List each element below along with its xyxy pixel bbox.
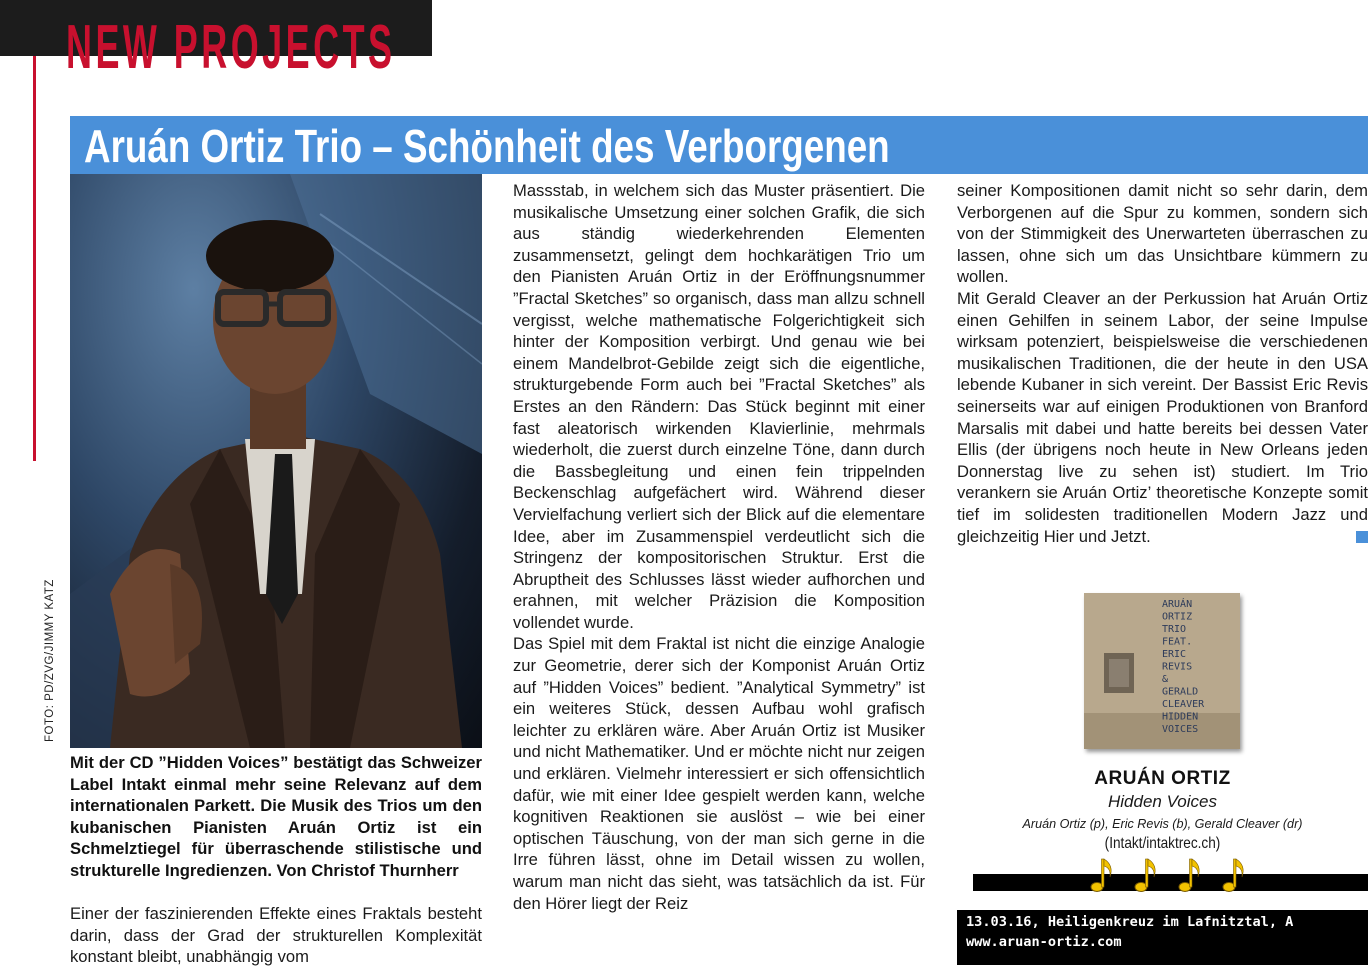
album-cover-text-line: ARUÁN: [1162, 599, 1193, 610]
album-cover-text-line: ERIC: [1162, 649, 1187, 660]
body-paragraph: [957, 288, 1368, 547]
photo-credit: FOTO: PD/ZVG/JIMMY KATZ: [44, 579, 56, 742]
article-headline: Aruán Ortiz Trio – Schönheit des Verborgenen: [84, 120, 890, 172]
section-label: NEW PROJECTS: [66, 13, 396, 82]
body-paragraph: seiner Kompositionen damit nicht so sehr darin, dem Verborgenen auf die Spur zu kommen, sondern sich von der Stimmigkeit des Unerwarteten überraschen zu lassen, ohne sich um das Unsichtbare kümmern zu wollen.: [957, 181, 1368, 287]
rating-notes: [1090, 855, 1248, 895]
album-title: Hidden Voices: [1108, 792, 1217, 811]
rating-note-icon: [1090, 855, 1116, 895]
event-website: www.aruan-ortiz.com: [966, 934, 1122, 950]
album-cover-art: [1084, 593, 1240, 749]
album-cover-text-line: VOICES: [1162, 724, 1199, 735]
body-paragraph: Massstab, in welchem sich das Muster präsentiert. Die musikalische Umsetzung einer solchen Grafik, die sich aus ständig wiederkehrenden Elementen zusammensetzt, gelingt dem hochkarätigen Trio um den Pianisten Aruán Ortiz in der Eröffnungsnummer ”Fractal Sketches” so organisch, dass man allzu schnell vergisst, welche mathematische Folgerichtigkeit sich hinter der Komposition verbirgt. Und genau wie bei einem Mandelbrot-Gebilde zeigt sich die eigentliche, strukturgebende Form auch bei ”Fractal Sketches” als Erstes an den Rändern: Das Stück beginnt mit einer fast aleatorisch wirkenden Klavierlinie, mehrmals wiederholt, die zuerst durch einzelne Töne, dann durch die Bassbegleitung und einen fein trippelnden Beckenschlag aufgefächert wird. Während dieser Vervielfachung verliert sich der Blick auf die elementare Idee, aber im Zusammenspiel verdeutlicht sich die Stringenz der kompositorischen Struktur. Erst die Abruptheit des Schlusses lässt wieder aufhorchen und erahnen, mit welcher Präzision die Komposition vollendet wurde.: [513, 181, 925, 632]
article-lead: Mit der CD ”Hidden Voices” bestätigt das Schweizer Label Intakt einmal mehr seine Relevanz auf dem internationalen Parkett. Die Musik des Trios um den kubanischen Pianisten Aruán Ortiz ist ein Schmelztiegel für überraschende stilistische und strukturelle Ingredienzen. Von Christof Thurnherr: [70, 753, 482, 880]
body-column-3: [957, 180, 1368, 547]
album-cover: [1084, 593, 1240, 749]
section-rule: [33, 56, 36, 461]
rating-note-icon: [1178, 855, 1204, 895]
event-date-location: 13.03.16, Heiligenkreuz im Lafnitztal, A: [966, 914, 1294, 930]
body-column-1: [70, 903, 482, 968]
album-cover-text-line: REVIS: [1162, 661, 1193, 673]
end-of-article-mark: [1356, 531, 1368, 543]
album-artist: ARUÁN ORTIZ: [1094, 768, 1231, 789]
album-cover-text-line: HIDDEN: [1162, 711, 1199, 723]
album-cover-text-line: ORTIZ: [1162, 611, 1193, 623]
album-cover-text-line: TRIO: [1162, 624, 1187, 635]
body-paragraph-text: Mit Gerald Cleaver an der Perkussion hat Aruán Ortiz einen Gehilfen in seinem Labor, der seine Impulse wirksam potenziert, beispielsweise die verschiedenen musikalischen Traditionen, die der heute in den USA lebende Kubaner in sich vereint. Der Bassist Eric Revis seinerseits war auf einigen Produktionen von Branford Marsalis mit dabei und hatte bereits bei dessen Vater Ellis (der übrigens noch heute in New Orleans jeden Donnerstag live zu sehen ist) studiert. Im Trio verankern sie Aruán Ortiz’ theoretische Konzepte somit tief im solidesten traditionellen Modern Jazz und gleichzeitig Hier und Jetzt.: [957, 288, 1368, 546]
album-cover-text-line: GERALD: [1162, 686, 1199, 698]
album-personnel: Aruán Ortiz (p), Eric Revis (b), Gerald Cleaver (dr): [1022, 817, 1303, 831]
album-cover-text-line: FEAT.: [1162, 636, 1193, 648]
body-column-2: [513, 180, 925, 914]
rating-note-icon: [1222, 855, 1248, 895]
artist-photo: [70, 174, 482, 748]
rating-note-icon: [1134, 855, 1160, 895]
album-cover-text-line: &: [1162, 674, 1169, 685]
album-cover-text-line: CLEAVER: [1162, 699, 1205, 710]
body-paragraph: Das Spiel mit dem Fraktal ist nicht die einzige Analogie zur Geometrie, derer sich der Komponist Aruán Ortiz auf ”Hidden Voices” bedient. ”Analytical Symmetry” ist ein weiteres Stück, dessen Aufbau wohl grafisch leichter zu erklären wäre. Aber Aruán Ortiz ist Musiker und nicht Mathematiker. Und er möchte nicht nur zeigen und erklären. Vielmehr interessiert er sich offensichtlich dafür, wie mit einer Idee gespielt werden kann, welche kognitiven Reaktionen sie auslöst – wie bei einer optischen Täuschung, von der man sich gerne in die Irre führen lässt, ohne im Detail wissen zu wollen, warum man nicht das sieht, was tatsächlich da ist. Für den Hörer liegt der Reiz: [513, 634, 925, 913]
album-label: (Intakt/intaktrec.ch): [1104, 835, 1221, 852]
artist-photo-illustration: [70, 174, 482, 748]
body-paragraph: Einer der faszinierenden Effekte eines Fraktals besteht darin, dass der Grad der strukturellen Komplexität konstant bleibt, unabhängig vom: [70, 904, 482, 967]
